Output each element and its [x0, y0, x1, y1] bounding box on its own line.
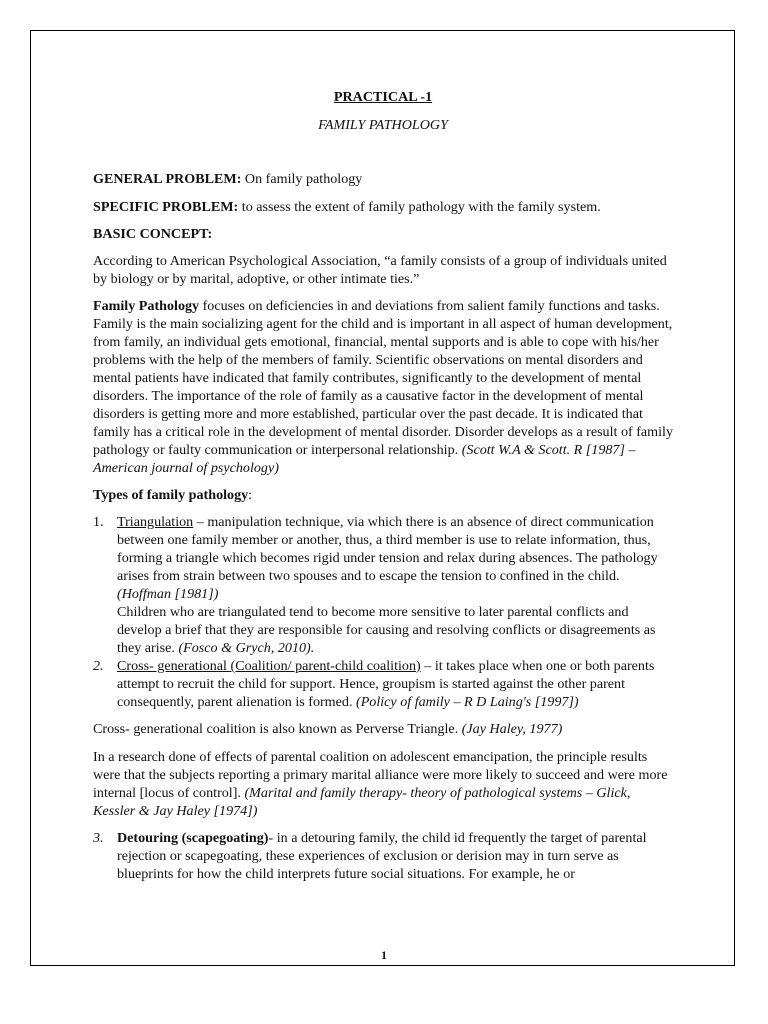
family-pathology-paragraph [93, 297, 673, 477]
list-item-triangulation [93, 513, 673, 657]
page-title: PRACTICAL -1 [333, 89, 433, 105]
page-number: 1 [381, 948, 387, 962]
triangulation-text: – manipulation technique, via which there is an absence of direct communication between one family member or another, thus, a third member is use to relate information, thus, forming a triangle which becomes rigid under tension and relax during absences. The pathology arises from strain between two spouses and to escape the tension to confined in the child. [117, 514, 658, 584]
specific-problem-label: SPECIFIC PROBLEM: [93, 199, 239, 215]
list-item-cross-generational [93, 657, 673, 711]
list-item-number: 1. [93, 514, 104, 530]
research-paragraph [93, 748, 673, 820]
triangulation-term: Triangulation [117, 514, 194, 530]
list-item-number: 2. [93, 658, 104, 674]
basic-concept-heading: BASIC CONCEPT: [93, 226, 213, 242]
perverse-triangle-citation: (Jay Haley, 1977) [461, 721, 563, 737]
general-problem-text: On family pathology [241, 171, 363, 187]
types-heading [93, 486, 673, 504]
specific-problem [93, 198, 673, 216]
triangulation-citation-2: (Fosco & Grych, 2010). [178, 640, 315, 656]
research-text: In a research done of effects of parental coalition on adolescent emancipation, the principle results were that the subjects reporting a primary marital alliance were more likely to succeed and were more internal [locus of control]. [93, 749, 668, 801]
cross-generational-text: – it takes place when one or both parents attempt to recruit the child for support. Hence, groupism is started against the other parent consequently, parent alienation is formed. [117, 658, 655, 710]
detouring-text: - in a detouring family, the child id frequently the target of parental rejection or scapegoating, these experiences of exclusion or derision may in turn serve as blueprints for how the child interprets future social situations. For example, he or [117, 830, 647, 882]
perverse-triangle-text: Cross- generational coalition is also known as Perverse Triangle. [93, 721, 462, 737]
specific-problem-text: to assess the extent of family pathology with the family system. [238, 199, 601, 215]
types-heading-suffix: : [248, 487, 253, 503]
general-problem [93, 170, 673, 188]
perverse-triangle-paragraph [93, 720, 673, 738]
types-list-continued [93, 829, 673, 883]
cross-generational-citation: (Policy of family – R D Laing's [1997]) [356, 694, 579, 710]
research-citation: (Marital and family therapy- theory of pathological systems – Glick, Kessler & Jay Haley [1974]) [93, 785, 631, 819]
family-pathology-term: Family Pathology [93, 298, 200, 314]
family-pathology-citation: (Scott W.A & Scott. R [1987] – American journal of psychology) [93, 442, 636, 476]
family-pathology-text: focuses on deficiencies in and deviations from salient family functions and tasks. Family is the main socializing agent for the child and is important in all aspect of human development, from family, an individual gets emotional, financial, mental supports and is able to cope with his/her problems with the help of the members of family. Scientific observations on mental disorders and mental patients have indicated that family contributes, significantly to the development of mental disorders. The importance of the role of family as a causative factor in the development of mental disorders is getting more and more established, particular over the past decade. It is indicated that family has a critical role in the development of mental disorder. Disorder develops as a result of family pathology or faulty communication or interpersonal relationship. [93, 298, 674, 458]
types-list [93, 513, 673, 711]
basic-concept-paragraph: According to American Psychological Association, “a family consists of a group of individuals united by biology or by marital, adoptive, or other intimate ties.” [93, 253, 667, 287]
document-body [93, 88, 673, 883]
types-heading-label: Types of family pathology [93, 487, 249, 503]
detouring-term: Detouring (scapegoating) [117, 830, 269, 846]
cross-generational-term: Cross- generational (Coalition/ parent-child coalition) [117, 658, 421, 674]
triangulation-citation: (Hoffman [1981]) [117, 586, 219, 602]
general-problem-label: GENERAL PROBLEM: [93, 171, 242, 187]
page-subtitle: FAMILY PATHOLOGY [318, 117, 448, 133]
list-item-detouring [93, 829, 673, 883]
triangulation-text-continued: Children who are triangulated tend to become more sensitive to later parental conflicts and develop a brief that they are responsible for causing and resolving conflicts or disagreements as they arise. [117, 604, 656, 656]
list-item-number: 3. [93, 830, 104, 846]
